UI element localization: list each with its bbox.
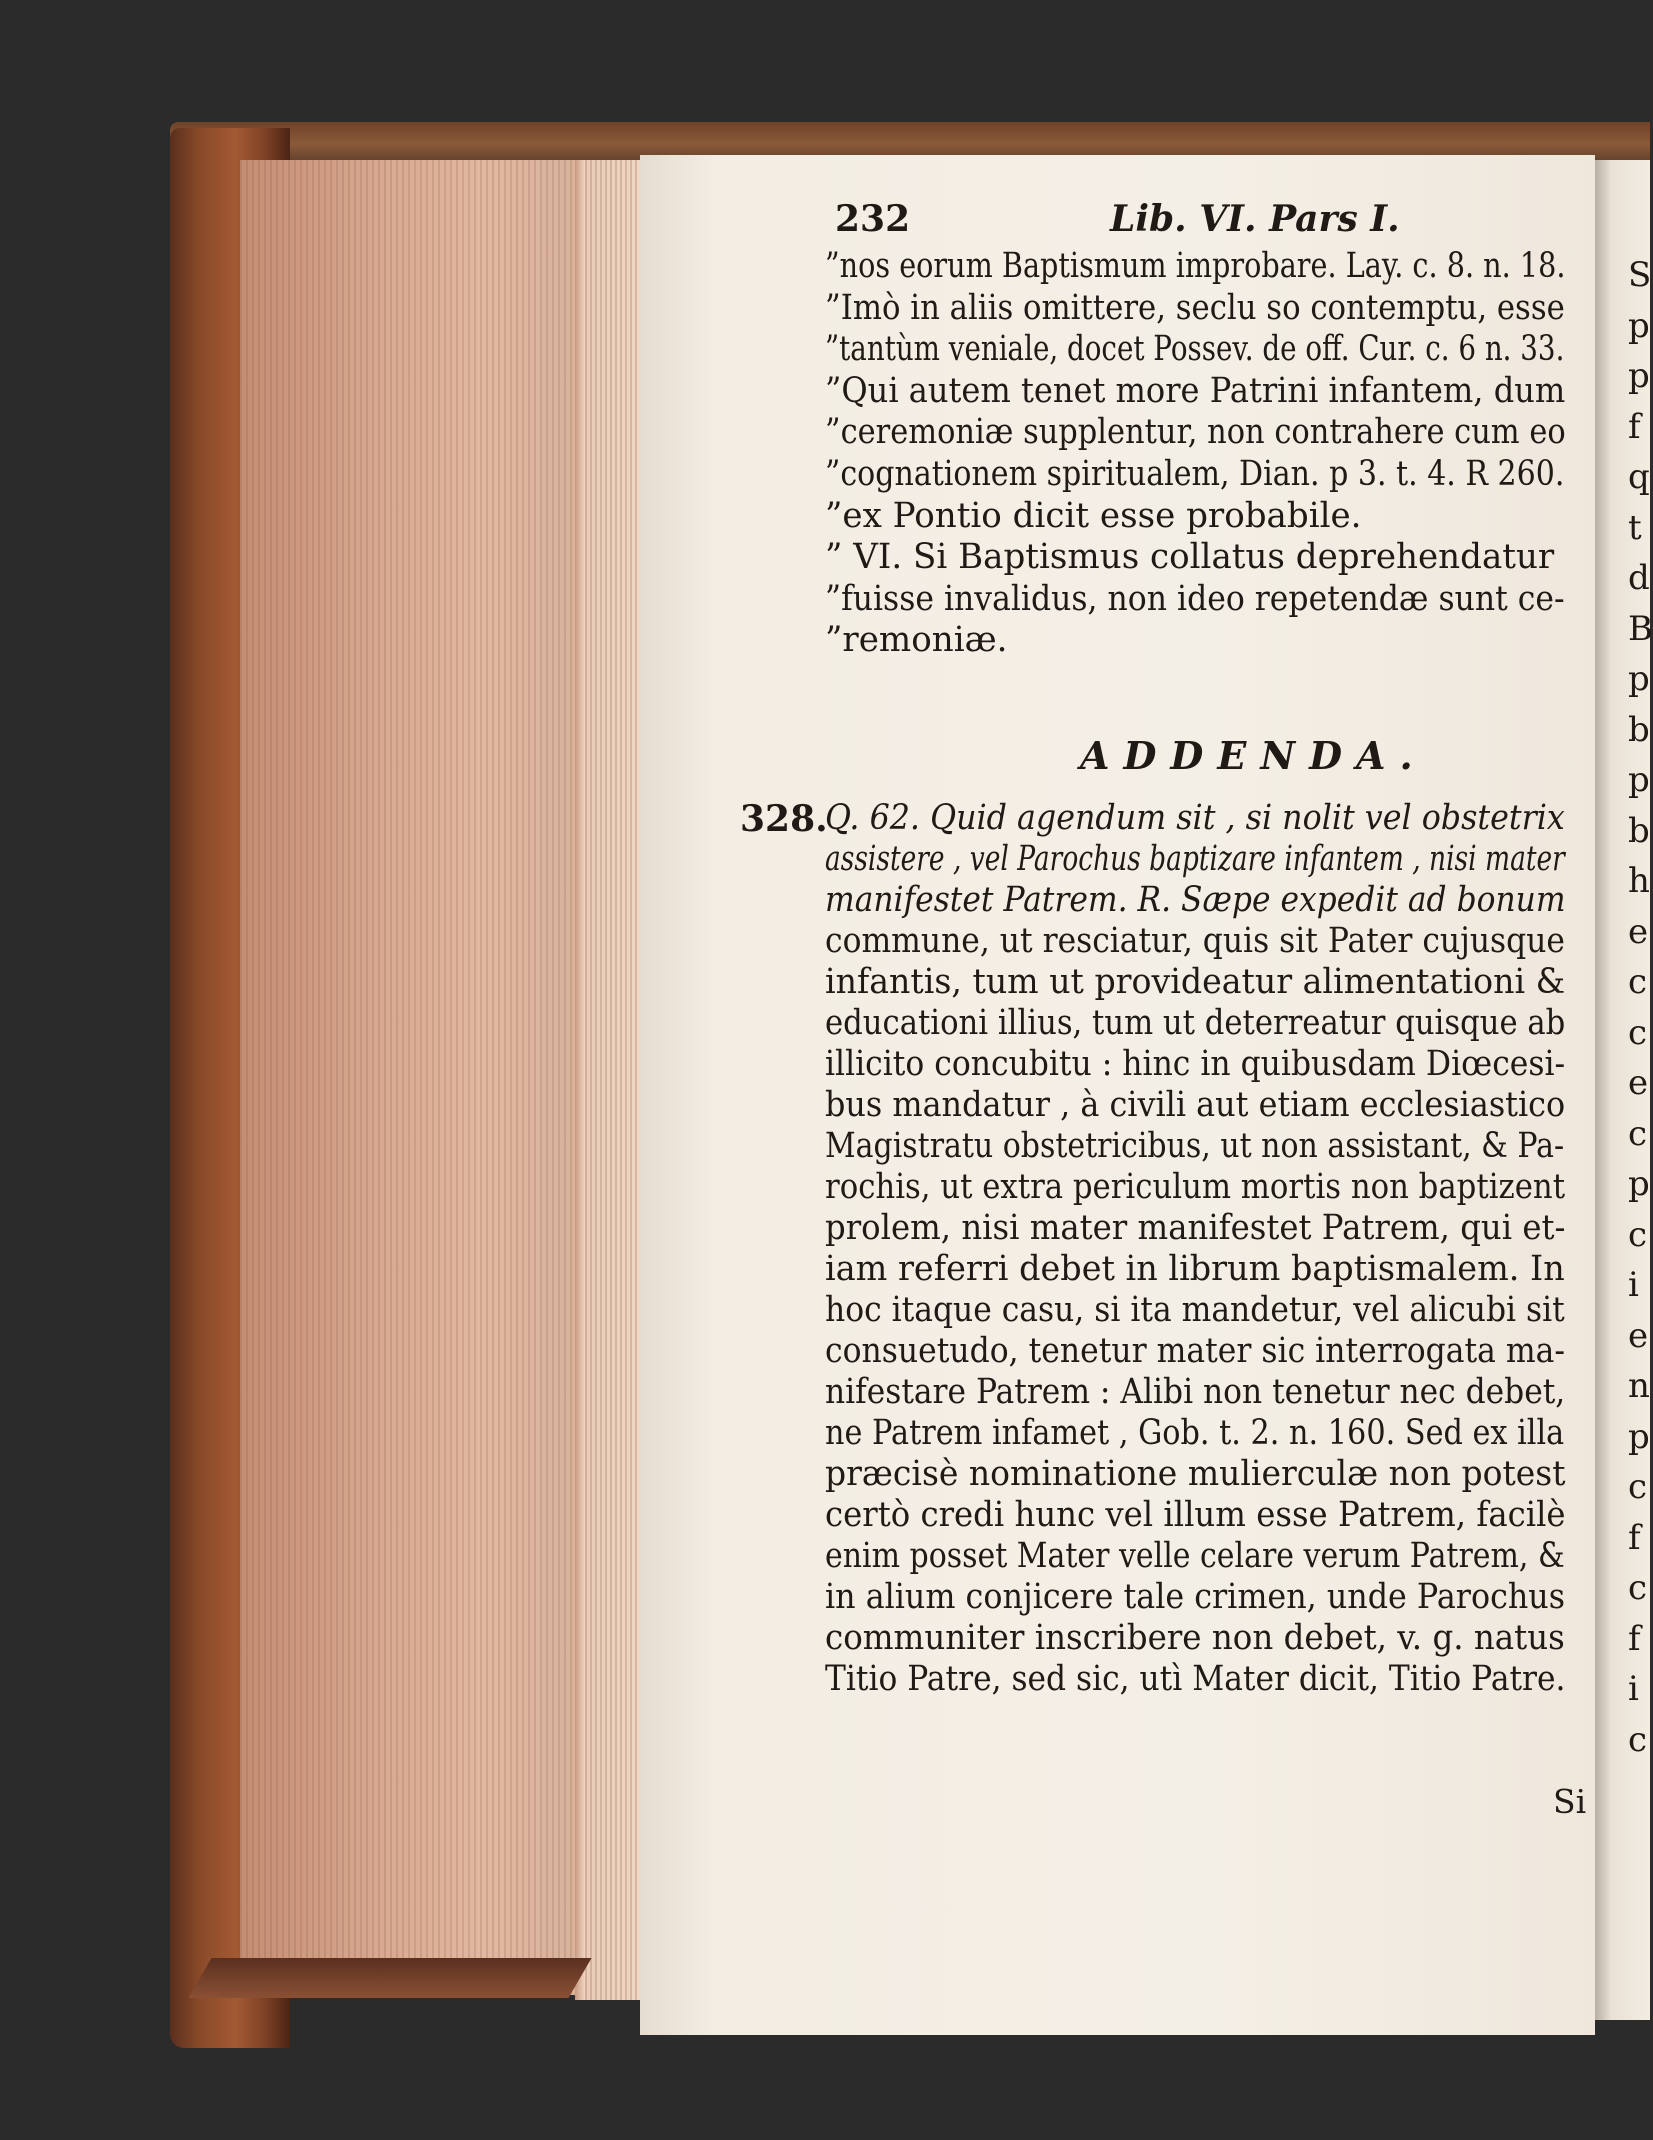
text-line: rochis, ut extra periculum mortis non baptizent	[825, 1167, 1566, 1207]
facing-page-letter: f	[1628, 406, 1641, 447]
text-line: ”Qui autem tenet more Patrini infantem, dum	[825, 370, 1566, 411]
text-line: Titio Patre, sed sic, utì Mater dicit, Titio Patre.	[825, 1659, 1566, 1699]
facing-page-letter: p	[1628, 356, 1650, 396]
facing-page-letter: i	[1628, 1669, 1639, 1709]
text-line: ”ceremoniæ supplentur, non contrahere cum eo	[825, 412, 1566, 453]
facing-page-letter: b	[1628, 709, 1650, 750]
facing-page-letter: d	[1628, 558, 1650, 598]
addenda-heading: ADDENDA.	[1080, 733, 1427, 778]
text-line: infantis, tum ut provideatur alimentationi &	[825, 962, 1566, 1002]
facing-page-letter: c	[1628, 962, 1648, 1002]
facing-page-letter: f	[1628, 1517, 1641, 1558]
text-line: præcisè nominatione mulierculæ non potest	[825, 1454, 1566, 1494]
facing-page-letter: t	[1628, 507, 1642, 548]
text-line: prolem, nisi mater manifestet Patrem, qui et-	[825, 1208, 1566, 1248]
text-line: ”cognationem spiritualem, Dian. p 3. t. 4. R 260.	[825, 454, 1565, 494]
text-line: ne Patrem infamet , Gob. t. 2. n. 160. Sed ex illa	[825, 1413, 1565, 1453]
text-line: consuetudo, tenetur mater sic interrogata ma-	[825, 1331, 1566, 1371]
text-line: certò credi hunc vel illum esse Patrem, facilè	[825, 1495, 1566, 1535]
page-edges-stack	[240, 160, 585, 1995]
running-title: Lib. VI. Pars I.	[1110, 198, 1400, 240]
page-number: 232	[835, 198, 911, 240]
text-line: ”tantùm veniale, docet Possev. de off. Cur. c. 6 n. 33.	[825, 329, 1565, 370]
text-line: iam referri debet in librum baptismalem. In	[825, 1249, 1565, 1289]
facing-page-letter: i	[1628, 1265, 1639, 1305]
facing-page-letter: c	[1628, 1113, 1648, 1154]
text-line: ”ex Pontio dicit esse probabile.	[825, 495, 1362, 536]
text-line: Q. 62. Quid agendum sit , si nolit vel obstetrix	[825, 798, 1565, 838]
text-line: in alium conjicere tale crimen, unde Parochus	[825, 1577, 1566, 1617]
facing-page-letter: c	[1628, 1568, 1648, 1608]
text-line: hoc itaque casu, si ita mandetur, vel alicubi sit	[825, 1290, 1565, 1330]
catchword: Si	[1553, 1782, 1587, 1821]
text-line: bus mandatur , à civili aut etiam ecclesiastico	[825, 1085, 1566, 1125]
facing-page-letter: p	[1628, 1164, 1650, 1204]
text-line: assistere , vel Parochus baptizare infantem , nisi mater	[825, 839, 1565, 879]
facing-page-letter: n	[1628, 1366, 1650, 1406]
facing-page-letter: c	[1628, 1214, 1648, 1255]
facing-page-letter: b	[1628, 810, 1650, 851]
text-line: ” VI. Si Baptismus collatus deprehendatur	[825, 537, 1555, 578]
text-line: ”remoniæ.	[825, 620, 1008, 661]
text-line: nifestare Patrem : Alibi non tenetur nec debet,	[825, 1372, 1566, 1412]
facing-page-letter: c	[1628, 1012, 1648, 1053]
facing-page-letter: c	[1628, 1467, 1648, 1507]
facing-page-letter: h	[1628, 861, 1650, 901]
text-line: ”fuisse invalidus, non ideo repetendæ sunt ce-	[825, 578, 1565, 619]
facing-page-letter: e	[1628, 911, 1649, 952]
text-line: manifestet Patrem. R. Sæpe expedit ad bonum	[825, 880, 1566, 920]
text-line: commune, ut resciatur, quis sit Pater cujusque	[825, 921, 1565, 961]
facing-page-letter: e	[1628, 1063, 1649, 1103]
facing-page-letter: c	[1628, 1719, 1648, 1760]
facing-page-letter: e	[1628, 1315, 1649, 1356]
page-edges-inner	[585, 160, 640, 2000]
facing-page-letter: p	[1628, 1416, 1650, 1457]
facing-page-letter: p	[1628, 760, 1650, 800]
book-cover-bottom	[188, 1958, 591, 1998]
text-line: Magistratu obstetricibus, ut non assistant, & Pa-	[825, 1126, 1565, 1166]
text-line: illicito concubitu : hinc in quibusdam Diœcesi-	[825, 1044, 1566, 1084]
facing-page-letter: p	[1628, 305, 1650, 346]
text-line: ”nos eorum Baptismum improbare. Lay. c. 8. n. 18.	[825, 246, 1566, 286]
text-line: ”Imò in aliis omittere, seclu so contemptu, esse	[825, 287, 1565, 328]
facing-page-letter: S	[1628, 255, 1652, 295]
facing-page-letter: q	[1628, 457, 1650, 497]
text-line: educationi illius, tum ut deterreatur quisque ab	[825, 1003, 1566, 1043]
text-line: communiter inscribere non debet, v. g. natus	[825, 1618, 1565, 1658]
text-line: enim posset Mater velle celare verum Patrem, &	[825, 1536, 1565, 1576]
facing-page-letter: f	[1628, 1618, 1641, 1659]
facing-page-letter: p	[1628, 659, 1650, 699]
running-head	[825, 198, 1585, 242]
section-number: 328.	[740, 798, 828, 840]
facing-page-letter: B	[1628, 608, 1653, 649]
